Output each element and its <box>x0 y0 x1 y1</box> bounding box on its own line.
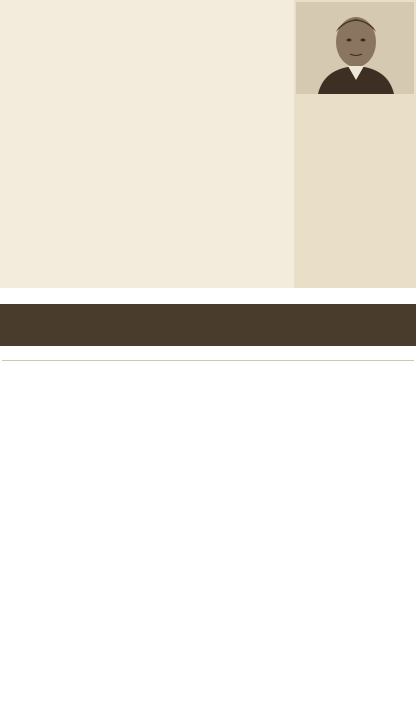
month-banner <box>0 304 416 346</box>
calendar-grid <box>0 346 416 652</box>
portrait-image <box>296 2 414 94</box>
portrait-illustration <box>296 2 414 94</box>
featured-bio <box>294 0 416 288</box>
civic-leaders-article <box>6 4 291 286</box>
calendar-days <box>2 360 414 653</box>
civic-leaders-panel <box>0 0 416 288</box>
